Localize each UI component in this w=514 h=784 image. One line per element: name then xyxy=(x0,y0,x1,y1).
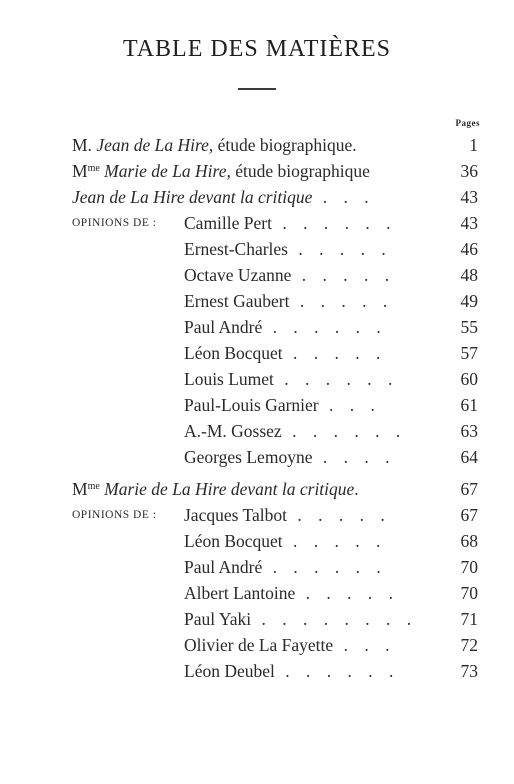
opinion-author xyxy=(184,632,395,658)
leader-dots: . . . . . xyxy=(291,265,396,285)
toc-opinion-entry[interactable] xyxy=(0,632,514,658)
opinions-label: OPINIONS DE : xyxy=(72,509,157,521)
leader-dots: . . . . . xyxy=(282,343,387,363)
author-name: Paul Yaki xyxy=(184,609,252,629)
author-name: Albert Lantoine xyxy=(184,583,296,603)
page-number: 72 xyxy=(460,635,478,655)
page-number: 60 xyxy=(460,369,478,389)
leader-dots: . . . xyxy=(312,187,375,207)
opinion-author xyxy=(184,418,406,444)
toc-opinion-entry[interactable] xyxy=(0,314,514,340)
author-name: A.-M. Gossez xyxy=(184,421,282,441)
author-name: Olivier de La Fayette xyxy=(184,635,334,655)
title-italic: Marie de La Hire devant la critique xyxy=(99,479,355,499)
author-name: Georges Lemoyne xyxy=(184,447,313,467)
author-name: Ernest Gaubert xyxy=(184,291,290,311)
leader-dots: . . . . . xyxy=(288,239,392,259)
opinion-author xyxy=(184,366,398,392)
title-prefix: M xyxy=(72,479,88,499)
opinion-author xyxy=(184,502,391,528)
opinion-author xyxy=(184,606,417,632)
page-number: 48 xyxy=(460,265,478,285)
title-rest: . xyxy=(354,479,359,499)
page-title: TABLE DES MATIÈRES xyxy=(122,36,392,62)
author-name: Camille Pert xyxy=(184,213,272,233)
leader-dots: . . . xyxy=(318,395,381,415)
page-number: 68 xyxy=(460,531,478,551)
opinion-author xyxy=(184,236,392,262)
leader-dots: . . . . . . xyxy=(274,661,400,681)
title-italic: Marie de La Hire, xyxy=(99,161,231,181)
page-number: 61 xyxy=(460,395,478,415)
leader-dots: . . . . . . xyxy=(281,421,407,441)
opinion-author xyxy=(184,392,381,418)
toc-opinion-entry[interactable] xyxy=(0,288,514,314)
author-name: Paul-Louis Garnier xyxy=(184,395,319,415)
toc-entry-title xyxy=(72,184,375,210)
author-name: Octave Uzanne xyxy=(184,265,292,285)
toc-entry[interactable] xyxy=(0,132,514,158)
author-name: Léon Bocquet xyxy=(184,531,283,551)
page-number: 57 xyxy=(460,343,478,363)
opinion-author xyxy=(184,528,386,554)
page-number: 43 xyxy=(460,187,478,207)
leader-dots: . . . . . xyxy=(282,531,387,551)
toc-opinion-entry[interactable] xyxy=(0,502,514,528)
page-number: 55 xyxy=(460,317,478,337)
opinion-author xyxy=(184,314,387,340)
title-divider xyxy=(238,88,276,90)
toc-opinion-entry[interactable] xyxy=(0,392,514,418)
page-number: 36 xyxy=(460,161,478,181)
leader-dots: . . . . . xyxy=(286,505,391,525)
opinion-author xyxy=(184,288,393,314)
page-number: 46 xyxy=(460,239,478,259)
page-number: 64 xyxy=(460,447,478,467)
leader-dots: . . . . . . xyxy=(262,317,387,337)
title-prefix: M. xyxy=(72,135,97,155)
opinion-author xyxy=(184,210,396,236)
author-name: Paul André xyxy=(184,557,263,577)
toc-opinion-entry[interactable] xyxy=(0,658,514,684)
author-name: Léon Bocquet xyxy=(184,343,283,363)
toc-entry-title xyxy=(72,132,357,158)
toc-entry-title xyxy=(72,476,359,502)
page-number: 70 xyxy=(460,583,478,603)
leader-dots: . . . . . . xyxy=(271,213,397,233)
opinion-author xyxy=(184,554,387,580)
opinion-author xyxy=(184,262,395,288)
page-number: 49 xyxy=(460,291,478,311)
toc-entry[interactable] xyxy=(0,184,514,210)
title-superscript: me xyxy=(87,163,100,174)
page-number: 67 xyxy=(460,505,478,525)
page-number: 1 xyxy=(469,135,478,155)
author-name: Paul André xyxy=(184,317,263,337)
title-italic: Jean de La Hire, xyxy=(96,135,214,155)
title-prefix: M xyxy=(72,161,88,181)
leader-dots: . . . . . . xyxy=(262,557,387,577)
opinion-author xyxy=(184,444,395,470)
leader-dots: . . . . . xyxy=(289,291,394,311)
title-italic: Jean de La Hire devant la critique xyxy=(72,187,313,207)
toc-opinion-entry[interactable] xyxy=(0,210,514,236)
pages-column-header: Pages xyxy=(455,118,480,128)
toc-opinion-entry[interactable] xyxy=(0,366,514,392)
author-name: Ernest-Charles xyxy=(184,239,288,259)
page-number: 43 xyxy=(460,213,478,233)
page-number: 67 xyxy=(460,479,478,499)
toc-opinion-entry[interactable] xyxy=(0,444,514,470)
toc-opinion-entry[interactable] xyxy=(0,606,514,632)
page-number: 71 xyxy=(460,609,478,629)
toc-opinion-entry[interactable] xyxy=(0,262,514,288)
opinions-label: OPINIONS DE : xyxy=(72,217,157,229)
leader-dots: . . . . xyxy=(312,447,396,467)
leader-dots: . . . . . . xyxy=(273,369,399,389)
toc-opinion-entry[interactable] xyxy=(0,340,514,366)
leader-dots: . . . xyxy=(333,635,396,655)
title-rest: étude biographique xyxy=(230,161,370,181)
opinion-author xyxy=(184,580,399,606)
table-of-contents xyxy=(0,132,514,684)
author-name: Louis Lumet xyxy=(184,369,274,389)
toc-entry[interactable] xyxy=(0,476,514,502)
toc-opinion-entry[interactable] xyxy=(0,418,514,444)
toc-opinion-entry[interactable] xyxy=(0,554,514,580)
toc-opinion-entry[interactable] xyxy=(0,236,514,262)
page-number: 70 xyxy=(460,557,478,577)
leader-dots: . . . . . xyxy=(295,583,400,603)
title-rest: étude biographique. xyxy=(213,135,357,155)
opinion-author xyxy=(184,340,386,366)
toc-entry-title xyxy=(72,158,370,184)
author-name: Léon Deubel xyxy=(184,661,275,681)
leader-dots: . . . . . . . . xyxy=(251,609,418,629)
page-number: 73 xyxy=(460,661,478,681)
title-superscript: me xyxy=(87,481,100,492)
toc-opinion-entry[interactable] xyxy=(0,528,514,554)
toc-opinion-entry[interactable] xyxy=(0,580,514,606)
author-name: Jacques Talbot xyxy=(184,505,287,525)
opinion-author xyxy=(184,658,399,684)
page-number: 63 xyxy=(460,421,478,441)
toc-entry[interactable] xyxy=(0,158,514,184)
